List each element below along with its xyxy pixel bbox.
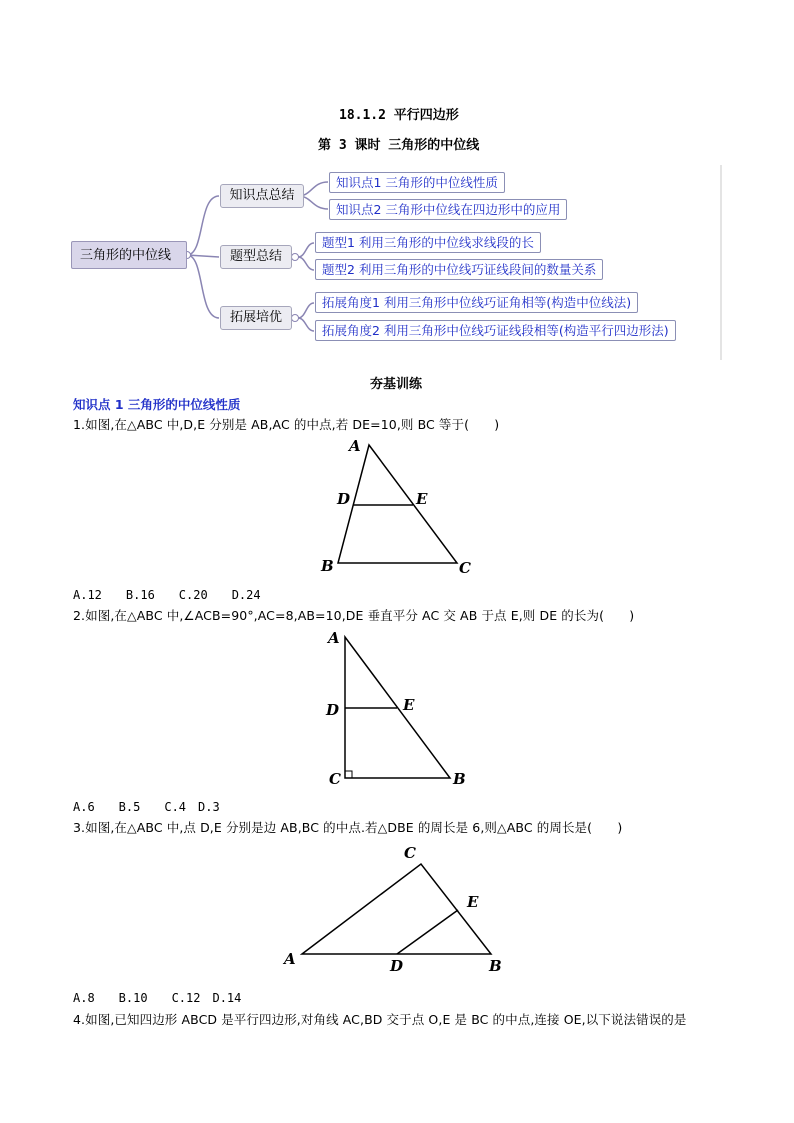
- question-4-stem: 4.如图,已知四边形 ABCD 是平行四边形,对角线 AC,BD 交于点 O,E 是 BC 的中点,连接 OE,以下说法错误的是: [73, 1012, 687, 1027]
- lesson-subtitle: 第 3 课时 三角形的中位线: [318, 138, 480, 153]
- q1-label-d: D: [337, 490, 351, 508]
- question-2-options: A.6 B.5 C.4 D.3: [73, 800, 220, 814]
- mindmap-branch-question-types[interactable]: 题型总结: [220, 245, 292, 269]
- mindmap-root[interactable]: 三角形的中位线: [71, 241, 187, 269]
- mindmap-leaf-knowledge-1[interactable]: 知识点1 三角形的中位线性质: [329, 172, 505, 193]
- mindmap-leaf-extension-2[interactable]: 拓展角度2 利用三角形中位线巧证线段相等(构造平行四边形法): [315, 320, 676, 341]
- q2-label-d: D: [326, 701, 340, 719]
- knowledge-point-heading: 知识点 1 三角形的中位线性质: [73, 397, 241, 412]
- q3-label-e: E: [467, 893, 479, 911]
- q2-label-c: C: [329, 770, 341, 788]
- question-3-options: A.8 B.10 C.12 D.14: [73, 991, 242, 1005]
- page-title: 18.1.2 平行四边形: [339, 108, 459, 123]
- question-2-stem: 2.如图,在△ABC 中,∠ACB=90°,AC=8,AB=10,DE 垂直平分 AC 交 AB 于点 E,则 DE 的长为( ): [73, 608, 635, 623]
- q2-label-e: E: [403, 696, 415, 714]
- mindmap-leaf-extension-1[interactable]: 拓展角度1 利用三角形中位线巧证角相等(构造中位线法): [315, 292, 638, 313]
- mindmap-leaf-knowledge-2[interactable]: 知识点2 三角形中位线在四边形中的应用: [329, 199, 567, 220]
- question-1-figure: [315, 435, 475, 585]
- mindmap-branch-knowledge[interactable]: 知识点总结: [220, 184, 304, 208]
- mindmap-leaf-type-1[interactable]: 题型1 利用三角形的中位线求线段的长: [315, 232, 541, 253]
- question-1-options: A.12 B.16 C.20 D.24: [73, 588, 261, 602]
- q3-label-b: B: [489, 957, 502, 975]
- question-3-stem: 3.如图,在△ABC 中,点 D,E 分别是边 AB,BC 的中点.若△DBE 的周长是 6,则△ABC 的周长是( ): [73, 820, 623, 835]
- q1-label-c: C: [459, 559, 471, 577]
- q1-label-e: E: [416, 490, 428, 508]
- q3-label-a: A: [284, 950, 296, 968]
- q1-label-b: B: [321, 557, 334, 575]
- question-2-figure: [320, 628, 480, 788]
- q2-label-b: B: [453, 770, 466, 788]
- mindmap-branch-extension[interactable]: 拓展培优: [220, 306, 292, 330]
- question-1-stem: 1.如图,在△ABC 中,D,E 分别是 AB,AC 的中点,若 DE=10,则 BC 等于( ): [73, 417, 500, 432]
- q3-label-d: D: [390, 957, 404, 975]
- q3-label-c: C: [404, 844, 416, 862]
- mindmap-leaf-type-2[interactable]: 题型2 利用三角形的中位线巧证线段间的数量关系: [315, 259, 603, 280]
- q2-label-a: A: [328, 629, 340, 647]
- question-3-figure: [280, 840, 520, 975]
- section-heading: 夯基训练: [370, 377, 423, 392]
- q1-label-a: A: [349, 437, 361, 455]
